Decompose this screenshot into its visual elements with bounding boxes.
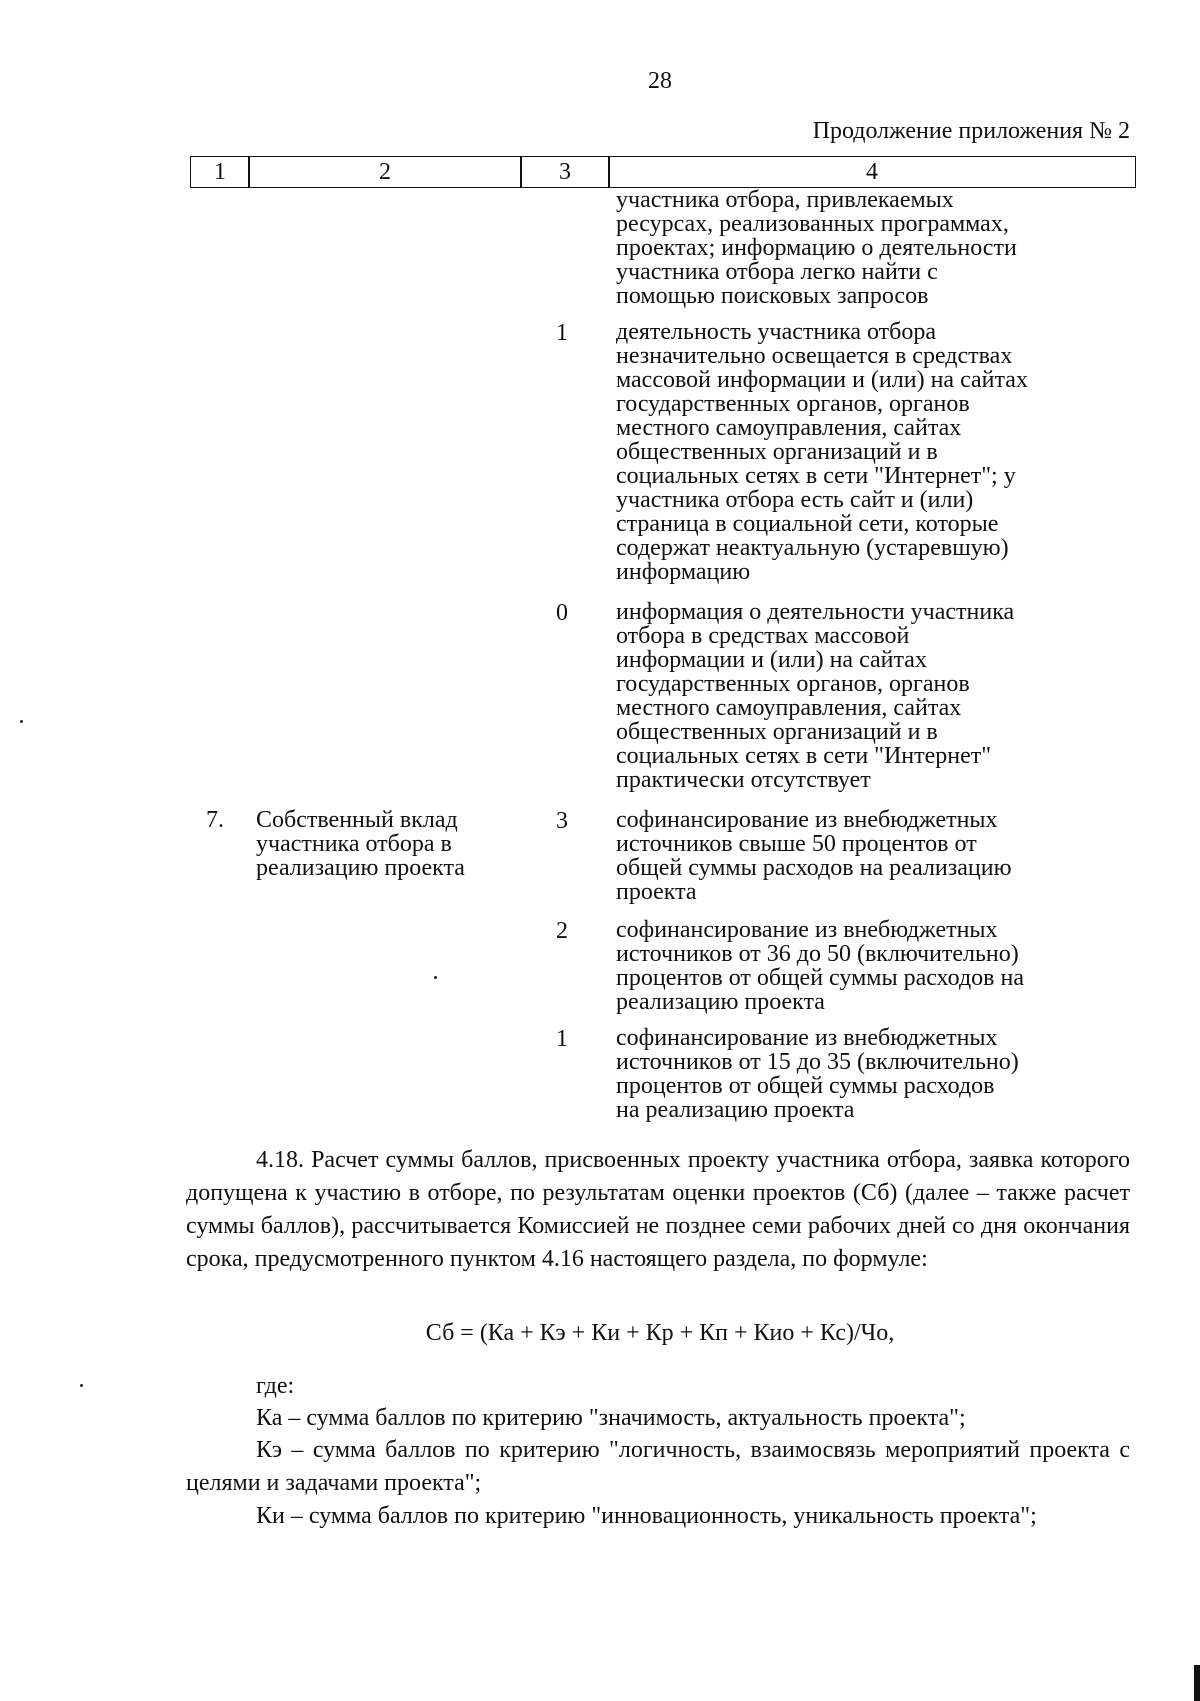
definition-ke: Кэ – сумма баллов по критерию "логичность, взаимосвязь мероприятий проекта с целями и задачами проекта";	[186, 1437, 1130, 1496]
table-header-col-3: 3	[520, 156, 610, 188]
table-header-col-1: 1	[190, 156, 250, 188]
score-value: 2	[556, 918, 568, 944]
score-description: софинансирование из внебюджетных источников от 36 до 50 (включительно) процентов от общей суммы расходов на реализацию проекта	[616, 917, 1024, 1015]
table-header-col-2: 2	[248, 156, 522, 188]
score-value: 3	[556, 808, 568, 834]
scan-speck	[20, 720, 23, 723]
scan-speck	[80, 1384, 83, 1387]
definition-ka: Ка – сумма баллов по критерию "значимость, актуальность проекта";	[256, 1405, 966, 1431]
formula: Сб = (Ка + Кэ + Ки + Кр + Кп + Кио + Кс)/Чо,	[425, 1320, 895, 1346]
criterion-name: Собственный вклад участника отбора в реализацию проекта	[256, 807, 465, 881]
score-value: 1	[556, 320, 568, 346]
scan-edge-mark	[1194, 1665, 1200, 1701]
scan-speck	[434, 976, 437, 979]
score-description: деятельность участника отбора незначительно освещается в средствах массовой информации и (или) на сайтах государственных органов, органов местного самоуправления, сайтах общественных организаций и в социальных сетях в сети "Интернет"; у участника отбора есть сайт и (или) страница в социальной сети, которые содержат неактуальную (устаревшую) информацию	[616, 319, 1028, 585]
definition-ki: Ки – сумма баллов по критерию "инновационность, уникальность проекта";	[256, 1503, 1037, 1529]
score-description: информация о деятельности участника отбора в средствах массовой информации и (или) на сайтах государственных органов, органов местного самоуправления, сайтах общественных организаций и в социальных сетях в сети "Интернет" практически отсутствует	[616, 599, 1015, 793]
score-value: 0	[556, 600, 568, 626]
score-value: 1	[556, 1026, 568, 1052]
paragraph-4-18: 4.18. Расчет суммы баллов, присвоенных проекту участника отбора, заявка которого допущена к участию в отборе, по результатам оценки проектов (Сб) (далее – также расчет суммы баллов), рассчитывается Комиссией не позднее семи рабочих дней со дня окончания срока, предусмотренного пунктом 4.16 настоящего раздела, по формуле:	[186, 1147, 1130, 1272]
score-description: софинансирование из внебюджетных источников свыше 50 процентов от общей суммы расходов на реализацию проекта	[616, 807, 1012, 905]
score-description: софинансирование из внебюджетных источников от 15 до 35 (включительно) процентов от общей суммы расходов на реализацию проекта	[616, 1025, 1019, 1123]
page-number: 28	[648, 68, 672, 94]
table-header-col-4: 4	[608, 156, 1136, 188]
where-label: где:	[256, 1373, 295, 1399]
criterion-number: 7.	[206, 807, 224, 833]
criterion-description-continuation: участника отбора, привлекаемых ресурсах, реализованных программах, проектах; информацию о деятельности участника отбора легко найти с помощью поисковых запросов	[616, 187, 1017, 309]
appendix-continuation-label: Продолжение приложения № 2	[812, 118, 1130, 144]
